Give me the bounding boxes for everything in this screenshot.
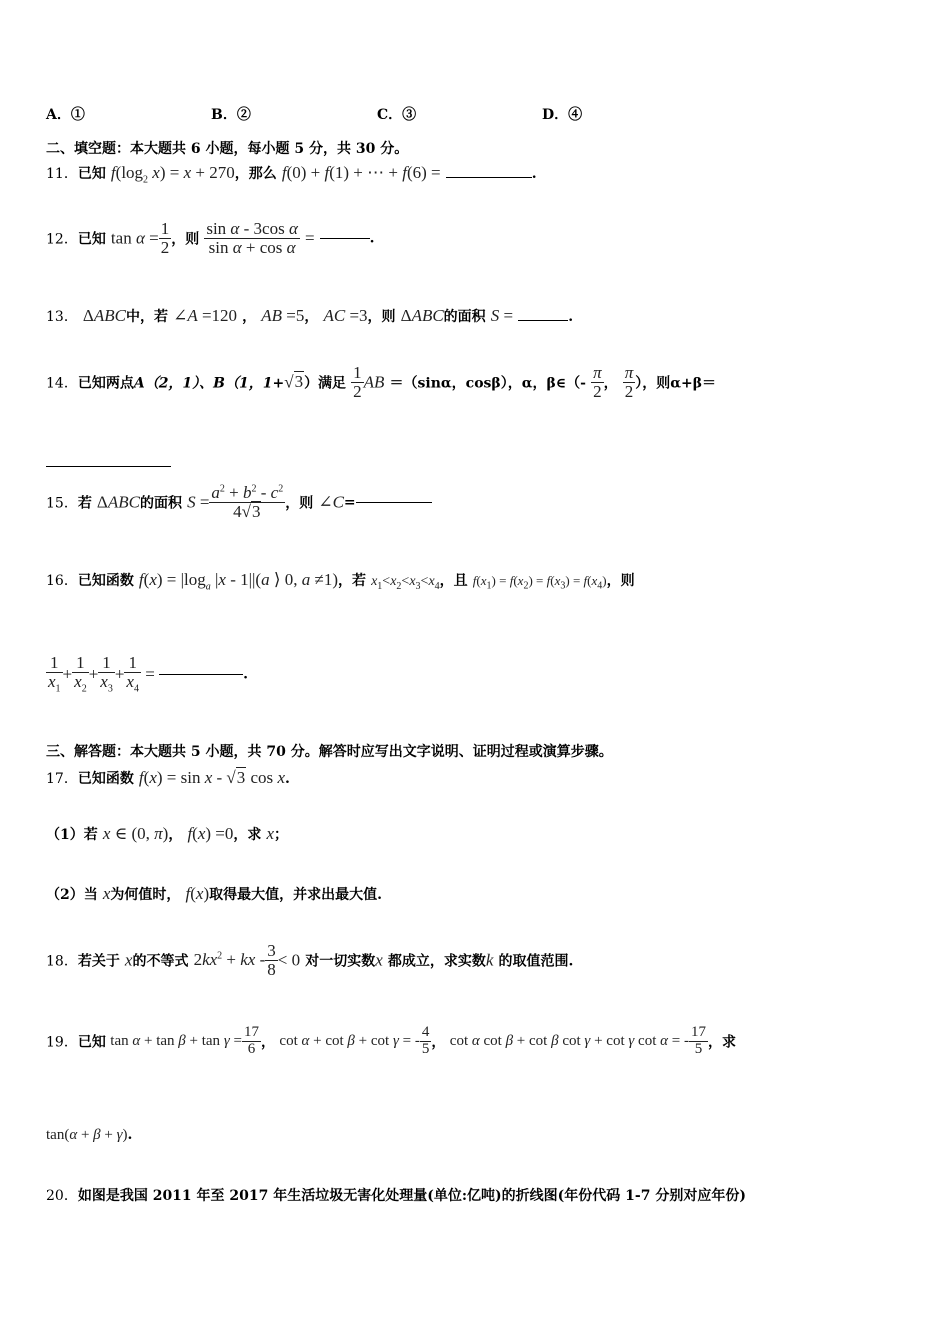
question-20: 20．如图是我国 2011 年至 2017 年生活垃圾无害化处理量(单位:亿吨)的折线图(年份代码 1-7 分别对应年份) [46,1188,746,1204]
question-11: 11．已知 $f(\log_2$ x) = x + 270，那么 f(0) + f(1) + ⋯ + f(6) = . [46,163,537,186]
answer-blank[interactable] [46,450,171,467]
answer-blank[interactable] [446,177,532,178]
question-15: 15．若 ΔABC的面积 S = $\frac{a^2 + b^2 - c^2}{4√3}$ ，则 ∠C= [46,484,432,521]
question-19: 19．已知 tan α + tan β + tan γ = $\frac{17}{6}$ ， cot α + cot β + cot γ = - $\frac{4}{5}$ ， cot α cot β + cot β cot γ + cot γ cot α = - $\frac{17}{5}$ ，求 [46,1024,736,1057]
math-fraction: $\frac{\text{sin α - 3cos α}}{\text{sin α + cos α}}$ [206,219,298,257]
question-17: 17．已知函数 f(x) = sin x - √3 cos x. [46,768,290,787]
answer-blank[interactable] [518,320,568,321]
question-13: 13． ΔABC中，若 ∠A =120 ， AB =5， AC =3，则 ΔABC的面积 S = . [46,306,574,325]
math-expression: $x_1<x_2<x_3<x_4$ [371,574,440,592]
answer-blank[interactable] [159,674,243,675]
math-expression: f(x) = sin x - √3 cos x [138,768,285,787]
choice-a: A．① [46,107,85,123]
math-expression: S = [490,306,514,325]
math-expression: AB =5 [261,306,305,325]
math-expression: $f(x_1) = f(x_2) = f(x_3) = f(x_4)$ [472,573,607,592]
math-expression: ΔABC [96,492,140,512]
math-expression: AC =3 [323,306,368,325]
math-expression: $f(x) = |\log_a$ |x - 1||(a ⟩ 0, a ≠1) [138,570,338,593]
math-expression: ΔABC [82,306,126,325]
math-fraction: $\frac{\pi}{2}$ [593,363,602,401]
question-16: 16．已知函数 $f(x) = |\log_a$ |x - 1||(a ⟩ 0, a ≠1)，若 $x_1<x_2<x_3<x_4$，且 $f(x_1) = f(x_2) = f(x_3) = f(x_4)$，则 [46,570,635,593]
question-17-part2: （2）当 x为何值时， f(x)取得最大值，并求出最大值. [46,884,382,903]
question-14: 14．已知两点A（2，1）、B（1，1+√3）满足 $\frac{1}{2}$ AB ＝（sinα，cosβ），α，β∈（- $\frac{\pi}{2}$ ， $\frac{\pi}{2}$ ），则α+β＝ [46,363,717,401]
math-expression: $f(\log_2$ x) = x + 270 [110,163,235,186]
choice-b: B．② [211,107,251,123]
question-17-part1: （1）若 x ∈ (0, π)， f(x) =0，求 x； [46,824,289,843]
question-16-expression: $\frac{1}{x_1}$ + $\frac{1}{x_2}$ + $\frac{1}{x_3}$ + $\frac{1}{x_4}$ = . [48,653,248,695]
math-expression: tan α = [110,228,159,248]
section3-heading: 三、解答题：本大题共 5 小题，共 70 分。解答时应写出文字说明、证明过程或演算步骤。 [46,744,613,760]
math-expression: ΔABC [400,306,444,325]
choice-c: C．③ [377,107,417,123]
math-fraction: $\frac{1}{2}$ [353,363,362,401]
math-fraction: $\frac{\pi}{2}$ [624,363,634,401]
math-fraction: $\frac{a^2 + b^2 - c^2}{4√3}$ [211,483,284,521]
choice-d: D．④ [542,107,583,123]
question-19-target: tan(α + β + γ). [46,1127,133,1143]
question-12: 12．已知 tan α = $\frac{1}{2}$ ，则 $\frac{\text{sin α - 3cos α}}{\text{sin α + cos α}}$ = . [46,219,375,257]
math-expression: ∠A =120 [173,306,238,325]
answer-blank[interactable] [320,238,370,239]
math-fraction: $\frac{1}{2}$ [160,219,170,257]
section2-heading: 二、填空题：本大题共 6 小题，每小题 5 分，共 30 分。 [46,141,409,157]
math-expression: f(0) + f(1) + ⋯ + f(6) = [281,163,441,182]
answer-blank[interactable] [356,502,432,503]
question-18: 18．若关于 x的不等式 $2kx^2$ + kx - $\frac{3}{8}$ < 0 对一切实数x 都成立，求实数k 的取值范围. [46,941,574,979]
